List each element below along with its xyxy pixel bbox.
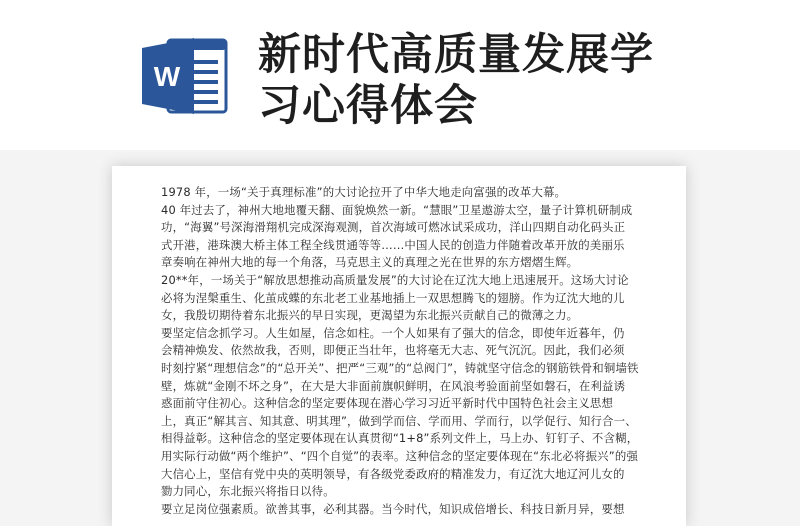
text-line: 勠力同心，东北振兴将指日以待。	[161, 484, 335, 499]
word-document-icon	[138, 34, 230, 118]
text-line: 20**年，一场关于“解放思想推动高质量发展”的大讨论在辽沈大地上迅速展开。这场大讨论	[161, 272, 629, 287]
page-title	[258, 30, 728, 132]
title-line: 新时代高质量发展学	[258, 30, 654, 80]
header-banner	[0, 0, 800, 150]
document-page[interactable]	[112, 166, 686, 526]
word-icon-letter: W	[153, 61, 181, 92]
text-line: 女，我殷切期待着东北振兴的早日实现，更渴望为东北振兴贡献自己的微薄之力。	[161, 308, 579, 323]
text-line: 必将为涅槃重生、化茧成蝶的东北老工业基地插上一双思想腾飞的翅膀。作为辽沈大地的儿	[161, 290, 625, 305]
text-line: 章奏响在神州大地的每一个角落，马克思主义的真理之光在世界的东方熠熠生辉。	[161, 255, 579, 270]
text-line: 大信心上，坚信有党中央的英明领导，有各级党委政府的精准发力，有辽沈大地辽河儿女的	[161, 466, 625, 481]
text-line: 40 年过去了，神州大地地覆天翻、面貌焕然一新。“慧眼”卫星遨游太空，量子计算机研制成	[161, 202, 633, 217]
text-line: 时刻拧紧“理想信念”的“总开关”、把严“三观”的“总阀门”，铸就坚守信念的钢筋铁骨和铜墙铁	[161, 360, 639, 375]
text-line: 1978 年，一场“关于真理标准”的大讨论拉开了中华大地走向富强的改革大幕。	[161, 185, 567, 199]
text-line: 惑面前守住初心。这种信念的坚定要体现在潜心学习习近平新时代中国特色社会主义思想	[161, 396, 614, 411]
text-line: 功，“海翼”号深海滑翔机完成深海观测，首次海域可燃冰试采成功，洋山四期自动化码头正	[161, 220, 626, 235]
text-line: 会精神焕发、依然故我，否则，即便正当壮年，也将毫无大志、死气沉沉。因此，我们必须	[161, 343, 625, 358]
text-line: 要立足岗位强素质。欲善其事，必利其器。当今时代，知识成倍增长、科技日新月异，要想	[161, 501, 625, 516]
title-line: 习心得体会	[258, 81, 478, 131]
text-line: 式开港，港珠澳大桥主体工程全线贯通等等……中国人民的创造力伴随着改革开放的美丽乐	[161, 237, 625, 252]
text-line: 要坚定信念抓学习。人生如屋，信念如柱。一个人如果有了强大的信念，即使年近暮年，仍	[161, 325, 625, 340]
text-line: 上，真正“解其言、知其意、明其理”，做到学而信、学而用、学而行，以学促行、知行合一、	[161, 413, 637, 428]
text-line: 相得益彰。这种信念的坚定要体现在认真贯彻“1+8”系列文件上，马上办、钉钉子、不含糊，	[161, 431, 639, 446]
text-line: 用实际行动做“两个维护”、“四个自觉”的表率。这种信念的坚定要体现在“东北必将振兴”的强	[161, 448, 639, 463]
document-body	[161, 184, 643, 518]
text-line: 壁，炼就“金刚不坏之身”，在大是大非面前旗帜鲜明，在风浪考验面前坚如磐石，在利益诱	[161, 378, 626, 393]
